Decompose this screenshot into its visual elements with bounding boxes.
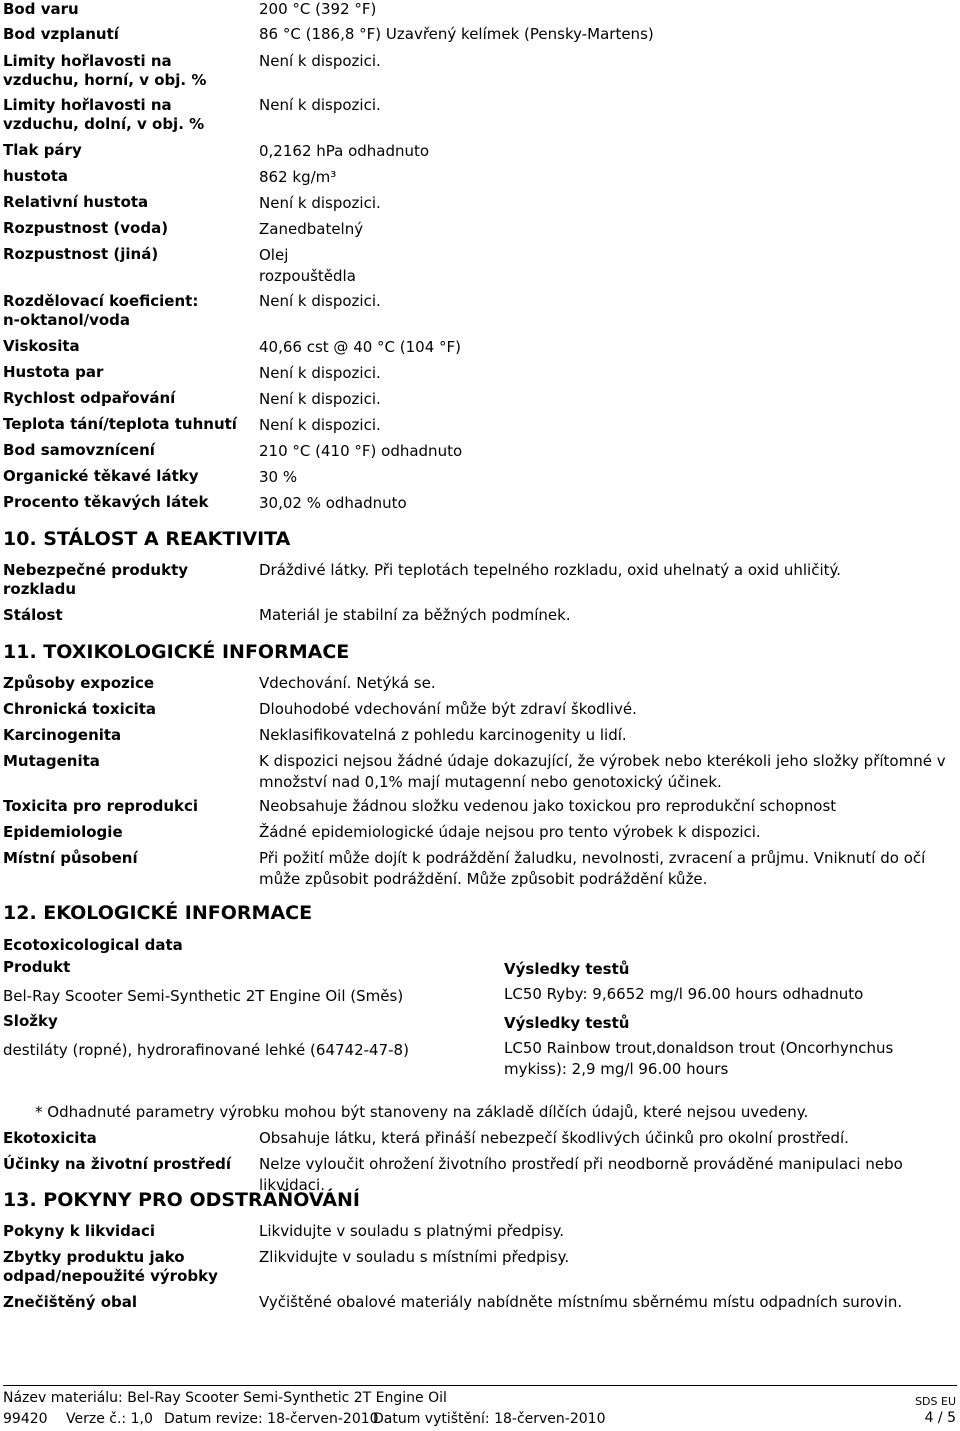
s11-value: Vdechování. Netýká se.: [259, 674, 436, 692]
prop-value: 0,2162 hPa odhadnuto: [259, 142, 430, 160]
prop-value: 40,66 cst @ 40 °C (104 °F): [259, 338, 462, 356]
prop-value: Není k dispozici.: [259, 390, 381, 408]
s11-label: Toxicita pro reprodukci: [3, 797, 199, 815]
product-result: LC50 Ryby: 9,6652 mg/l 96.00 hours odhadnuto: [504, 985, 864, 1003]
footer-printed: Datum vytištění: 18-červen-2010: [373, 1411, 606, 1427]
s12-value: Nelze vyloučit ohrožení životního prostředí při neodborně prováděné manipulaci nebo likvidaci.: [259, 1155, 903, 1194]
section-12-heading: [3, 902, 312, 924]
s10-label: Stálost: [3, 606, 63, 624]
prop-value: Olej rozpouštědla: [259, 246, 356, 285]
product-label: Produkt: [3, 958, 71, 976]
s13-label: Zbytky produktu jako odpad/nepoužité výrobky: [3, 1248, 218, 1285]
s11-value: Neobsahuje žádnou složku vedenou jako toxickou pro reprodukční schopnost: [259, 797, 837, 815]
prop-value: Není k dispozici.: [259, 96, 381, 114]
prop-label: Relativní hustota: [3, 193, 149, 211]
prop-label: Rozdělovací koeficient: n-oktanol/voda: [3, 292, 199, 329]
prop-value: Zanedbatelný: [259, 220, 364, 238]
s13-label: Znečištěný obal: [3, 1293, 138, 1311]
estimate-note: * Odhadnuté parametry výrobku mohou být stanoveny na základě dílčích údajů, které nejsou uvedeny.: [35, 1103, 809, 1121]
prop-label: Rozpustnost (voda): [3, 219, 169, 237]
s11-label: Karcinogenita: [3, 726, 122, 744]
s13-value: Vyčištěné obalové materiály nabídněte místnímu sběrnému místu odpadních surovin.: [259, 1293, 903, 1311]
s11-label: Způsoby expozice: [3, 674, 155, 692]
prop-label: Viskosita: [3, 337, 80, 355]
s12-label: Ekotoxicita: [3, 1129, 97, 1147]
prop-label: Hustota par: [3, 363, 104, 381]
component-result: LC50 Rainbow trout,donaldson trout (Oncorhynchus mykiss): 2,9 mg/l 96.00 hours: [504, 1039, 894, 1078]
prop-value: Není k dispozici.: [259, 292, 381, 310]
prop-value: 86 °C (186,8 °F) Uzavřený kelímek (Pensky-Martens): [259, 25, 654, 43]
s12-value: Obsahuje látku, která přináší nebezpečí škodlivých účinků pro okolní prostředí.: [259, 1129, 849, 1147]
section-title: EKOLOGICKÉ INFORMACE: [43, 902, 313, 924]
prop-value: Není k dispozici.: [259, 364, 381, 382]
prop-label: Limity hořlavosti na vzduchu, dolní, v obj. %: [3, 96, 205, 133]
section-number: 11.: [3, 641, 37, 663]
prop-label: Rozpustnost (jiná): [3, 245, 159, 263]
s11-value: Při požití může dojít k podráždění žaludku, nevolnosti, zvracení a průjmu. Vniknutí do očí může způsobit podráždění. Může způsobit podráždění kůže.: [259, 849, 926, 888]
section-number: 13.: [3, 1189, 37, 1211]
footer-version: Verze č.: 1,0: [66, 1411, 153, 1427]
footer-code: 99420: [3, 1411, 48, 1427]
prop-label: Organické těkavé látky: [3, 467, 199, 485]
s11-value: Dlouhodobé vdechování může být zdraví škodlivé.: [259, 700, 637, 718]
prop-label: Teplota tání/teplota tuhnutí: [3, 415, 237, 433]
section-11-heading: [3, 641, 349, 663]
s10-value: Materiál je stabilní za běžných podmínek.: [259, 606, 571, 624]
s13-label: Pokyny k likvidaci: [3, 1222, 155, 1240]
prop-value: 30 %: [259, 468, 298, 486]
s11-label: Místní působení: [3, 849, 138, 867]
prop-value: Není k dispozici.: [259, 194, 381, 212]
product-name: Bel-Ray Scooter Semi-Synthetic 2T Engine Oil (Směs): [3, 987, 404, 1005]
footer-revision: Datum revize: 18-červen-2010: [164, 1411, 379, 1427]
s10-label: Nebezpečné produkty rozkladu: [3, 561, 189, 598]
prop-label: hustota: [3, 167, 69, 185]
section-10-heading: [3, 528, 290, 550]
section-title: TOXIKOLOGICKÉ INFORMACE: [43, 641, 350, 663]
section-title: STÁLOST A REAKTIVITA: [43, 528, 291, 550]
s11-value: Neklasifikovatelná z pohledu karcinogenity u lidí.: [259, 726, 627, 744]
component-name: destiláty (ropné), hydrorafinované lehké (64742-47-8): [3, 1041, 409, 1059]
section-title: POKYNY PRO ODSTRAŇOVÁNÍ: [43, 1189, 360, 1211]
section-number: 10.: [3, 528, 37, 550]
s11-value: K dispozici nejsou žádné údaje dokazující, že výrobek nebo kterékoli jeho složky přítomné v množství nad 0,1% mají mutagenní nebo genotoxický účinek.: [259, 752, 946, 791]
prop-value: Není k dispozici.: [259, 52, 381, 70]
s11-label: Mutagenita: [3, 752, 100, 770]
prop-value: 30,02 % odhadnuto: [259, 494, 407, 512]
prop-label: Bod samovznícení: [3, 441, 155, 459]
results-label: Výsledky testů: [504, 960, 630, 978]
prop-label: Tlak páry: [3, 141, 82, 159]
s12-label: Účinky na životní prostředí: [3, 1155, 232, 1173]
prop-value: Není k dispozici.: [259, 416, 381, 434]
s11-value: Žádné epidemiologické údaje nejsou pro tento výrobek k dispozici.: [259, 823, 761, 841]
s11-label: Chronická toxicita: [3, 700, 157, 718]
prop-value: 210 °C (410 °F) odhadnuto: [259, 442, 463, 460]
prop-label: Bod varu: [3, 0, 79, 18]
prop-label: Bod vzplanutí: [3, 25, 119, 43]
prop-label: Limity hořlavosti na vzduchu, horní, v obj. %: [3, 52, 207, 89]
s11-label: Epidemiologie: [3, 823, 123, 841]
prop-value: 862 kg/m³: [259, 168, 337, 186]
section-13-heading: [3, 1189, 360, 1211]
results-label: Výsledky testů: [504, 1014, 630, 1032]
s13-value: Zlikvidujte v souladu s místními předpisy.: [259, 1248, 570, 1266]
footer-sds: SDS EU: [915, 1395, 956, 1408]
eco-data-label: Ecotoxicological data: [3, 936, 183, 954]
section-number: 12.: [3, 902, 37, 924]
components-label: Složky: [3, 1012, 58, 1030]
s10-value: Dráždivé látky. Při teplotách tepelného rozkladu, oxid uhelnatý a oxid uhličitý.: [259, 561, 842, 579]
prop-label: Procento těkavých látek: [3, 493, 209, 511]
s13-value: Likvidujte v souladu s platnými předpisy.: [259, 1222, 565, 1240]
prop-label: Rychlost odpařování: [3, 389, 176, 407]
footer-material: Název materiálu: Bel-Ray Scooter Semi-Synthetic 2T Engine Oil: [3, 1390, 447, 1406]
prop-value: 200 °C (392 °F): [259, 0, 377, 18]
footer-rule: [3, 1385, 957, 1386]
footer-page-number: 4 / 5: [924, 1410, 956, 1426]
